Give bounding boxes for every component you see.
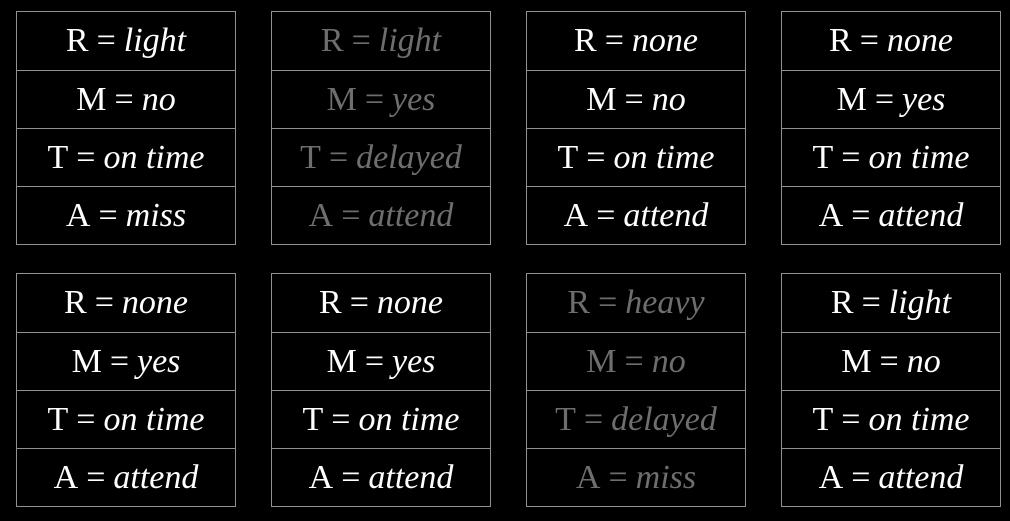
variable-value: on time	[868, 138, 970, 176]
sample-card-2	[271, 11, 491, 245]
sample-card-4	[781, 11, 1001, 245]
variable-name: T	[555, 400, 576, 438]
equals-sign: =	[114, 80, 134, 118]
assignment-row	[782, 448, 1000, 506]
variable-name: M	[326, 80, 357, 118]
variable-name: M	[586, 342, 617, 380]
assignment-row	[17, 274, 235, 332]
variable-name: A	[818, 196, 844, 234]
variable-value: on time	[868, 400, 970, 438]
assignment-row	[527, 128, 745, 186]
sample-card-1	[16, 11, 236, 245]
assignment-row	[527, 70, 745, 128]
variable-name: T	[812, 400, 834, 438]
variable-name: M	[71, 342, 102, 380]
variable-value: attend	[878, 458, 964, 496]
assignment-row	[17, 12, 235, 70]
variable-name: A	[308, 196, 334, 234]
variable-value: attend	[878, 196, 964, 234]
variable-name: A	[65, 196, 91, 234]
variable-name: M	[76, 80, 107, 118]
equals-sign: =	[328, 138, 349, 176]
assignment-row	[782, 274, 1000, 332]
equals-sign: =	[76, 400, 96, 438]
equals-sign: =	[351, 22, 371, 59]
variable-value: miss	[635, 458, 697, 496]
equals-sign: =	[86, 458, 106, 496]
sample-card-7	[526, 273, 746, 507]
variable-value: delayed	[611, 400, 717, 438]
equals-sign: =	[859, 22, 879, 59]
assignment-row	[527, 390, 745, 448]
equals-sign: =	[331, 400, 351, 438]
variable-value: no	[651, 342, 686, 380]
variable-name: M	[326, 342, 357, 380]
variable-value: light	[378, 22, 442, 59]
equals-sign: =	[851, 458, 871, 496]
variable-name: A	[53, 458, 79, 496]
variable-value: yes	[392, 342, 436, 380]
equals-sign: =	[98, 196, 118, 234]
assignment-row	[782, 332, 1000, 390]
assignment-row	[782, 12, 1000, 70]
assignment-row	[782, 186, 1000, 244]
variable-name: R	[64, 284, 87, 321]
variable-name: T	[300, 138, 321, 176]
assignment-row	[782, 390, 1000, 448]
assignment-row	[17, 70, 235, 128]
equals-sign: =	[874, 80, 894, 118]
variable-value: none	[376, 284, 443, 321]
assignment-row	[272, 274, 490, 332]
variable-value: none	[631, 22, 698, 59]
variable-name: A	[818, 458, 844, 496]
variable-name: T	[47, 400, 69, 438]
equals-sign: =	[596, 196, 616, 234]
equals-sign: =	[608, 458, 628, 496]
variable-name: M	[841, 342, 872, 380]
equals-sign: =	[841, 138, 861, 176]
equals-sign: =	[604, 22, 624, 59]
equals-sign: =	[109, 342, 129, 380]
assignment-row	[782, 128, 1000, 186]
variable-value: yes	[902, 80, 946, 118]
equals-sign: =	[841, 400, 861, 438]
variable-value: light	[123, 22, 187, 59]
variable-value: attend	[368, 458, 454, 496]
variable-value: no	[141, 80, 176, 118]
variable-value: attend	[368, 196, 454, 234]
assignment-row	[527, 448, 745, 506]
variable-value: attend	[113, 458, 199, 496]
assignment-row	[527, 186, 745, 244]
equals-sign: =	[583, 400, 604, 438]
variable-name: R	[830, 284, 854, 321]
equals-sign: =	[76, 138, 96, 176]
variable-value: on time	[613, 138, 715, 176]
assignment-row	[272, 186, 490, 244]
variable-value: none	[121, 284, 188, 321]
assignment-row	[272, 70, 490, 128]
assignment-row	[527, 12, 745, 70]
variable-name: A	[308, 458, 334, 496]
equals-sign: =	[341, 458, 361, 496]
variable-name: R	[65, 22, 89, 59]
assignment-row	[17, 332, 235, 390]
assignment-row	[272, 12, 490, 70]
sample-card-8	[781, 273, 1001, 507]
variable-name: R	[320, 22, 344, 59]
variable-value: no	[651, 80, 686, 118]
variable-value: attend	[623, 196, 709, 234]
variable-value: yes	[137, 342, 181, 380]
variable-name: M	[586, 80, 617, 118]
variable-value: yes	[392, 80, 436, 118]
variable-name: R	[567, 284, 591, 321]
variable-name: T	[302, 400, 324, 438]
equals-sign: =	[349, 284, 369, 321]
equals-sign: =	[364, 342, 384, 380]
assignment-row	[272, 332, 490, 390]
variable-name: R	[319, 284, 342, 321]
variable-value: miss	[125, 196, 187, 234]
variable-name: A	[575, 458, 601, 496]
assignment-row	[272, 448, 490, 506]
assignment-row	[17, 390, 235, 448]
variable-name: A	[563, 196, 589, 234]
equals-sign: =	[851, 196, 871, 234]
variable-name: M	[836, 80, 867, 118]
variable-name: T	[47, 138, 69, 176]
equals-sign: =	[624, 342, 644, 380]
equals-sign: =	[861, 284, 881, 321]
assignment-row	[527, 274, 745, 332]
equals-sign: =	[94, 284, 114, 321]
variable-value: on time	[358, 400, 460, 438]
assignment-row	[17, 128, 235, 186]
equals-sign: =	[624, 80, 644, 118]
equals-sign: =	[364, 80, 384, 118]
assignment-row	[527, 332, 745, 390]
assignment-row	[782, 70, 1000, 128]
assignment-row	[17, 186, 235, 244]
variable-name: T	[812, 138, 834, 176]
equals-sign: =	[586, 138, 606, 176]
equals-sign: =	[341, 196, 361, 234]
assignment-row	[272, 390, 490, 448]
equals-sign: =	[879, 342, 899, 380]
variable-value: heavy	[625, 284, 705, 321]
variable-value: delayed	[356, 138, 462, 176]
sample-card-3	[526, 11, 746, 245]
variable-name: R	[829, 22, 852, 59]
variable-value: light	[888, 284, 952, 321]
sample-card-6	[271, 273, 491, 507]
assignment-row	[17, 448, 235, 506]
variable-value: no	[906, 342, 941, 380]
sample-card-5	[16, 273, 236, 507]
variable-value: on time	[103, 138, 205, 176]
variable-name: R	[574, 22, 597, 59]
variable-name: T	[557, 138, 579, 176]
sample-grid	[16, 11, 1001, 507]
variable-value: none	[886, 22, 953, 59]
equals-sign: =	[598, 284, 618, 321]
assignment-row	[272, 128, 490, 186]
equals-sign: =	[96, 22, 116, 59]
variable-value: on time	[103, 400, 205, 438]
